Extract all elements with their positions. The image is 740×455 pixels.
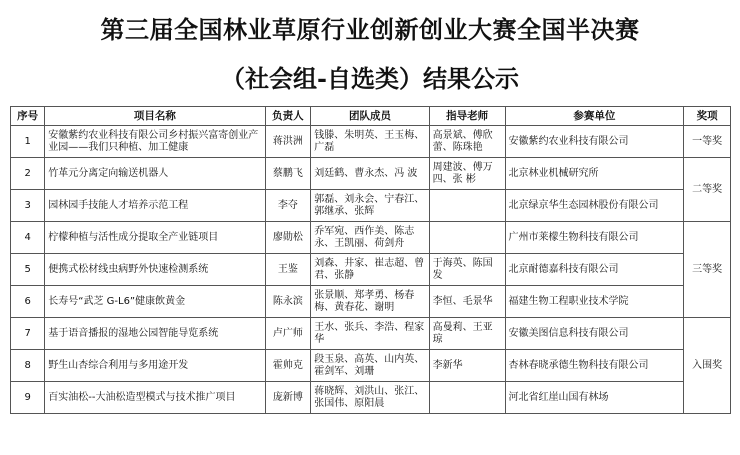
award-finalist: 入围奖 xyxy=(684,318,731,414)
row-leader: 霍帅克 xyxy=(265,350,311,382)
row-team: 王水、张兵、李浩、程家华 xyxy=(311,318,429,350)
row-advisor: 周建波、傅万四、张 彬 xyxy=(429,158,505,190)
row-index: 2 xyxy=(11,158,45,190)
header-advisor: 指导老师 xyxy=(429,107,505,126)
table-row xyxy=(11,190,731,222)
row-leader: 庞新博 xyxy=(265,382,311,414)
row-index: 8 xyxy=(11,350,45,382)
table-row xyxy=(11,222,731,254)
header-project: 项目名称 xyxy=(45,107,265,126)
header-team: 团队成员 xyxy=(311,107,429,126)
row-unit: 安徽美图信息科技有限公司 xyxy=(505,318,684,350)
row-project: 便携式松材线虫病野外快速检测系统 xyxy=(45,254,265,286)
row-leader: 陈永滨 xyxy=(265,286,311,318)
row-team: 钱滕、朱明英、王玉梅、广磊 xyxy=(311,126,429,158)
row-unit: 杏林春晓承德生物科技有限公司 xyxy=(505,350,684,382)
header-unit: 参赛单位 xyxy=(505,107,684,126)
table-row xyxy=(11,254,731,286)
row-index: 4 xyxy=(11,222,45,254)
row-index: 3 xyxy=(11,190,45,222)
results-table xyxy=(10,106,731,414)
table-row xyxy=(11,126,731,158)
row-project: 柠檬种植与活性成分提取全产业链项目 xyxy=(45,222,265,254)
row-team: 乔军宛、西作美、陈志永、王凯丽、荷剑舟 xyxy=(311,222,429,254)
table-row xyxy=(11,350,731,382)
row-project: 长寿号“武芝 G-L6”健康飲黄金 xyxy=(45,286,265,318)
page-subtitle: （社会组-自选类）结果公示 xyxy=(221,64,519,93)
header-index: 序号 xyxy=(11,107,45,126)
row-leader: 蔡鹏飞 xyxy=(265,158,311,190)
row-project: 野生山杏综合利用与多用途开发 xyxy=(45,350,265,382)
award-second: 二等奖 xyxy=(684,158,731,222)
row-advisor xyxy=(429,222,505,254)
row-team: 刘森、井家、崔志超、曾君、张静 xyxy=(311,254,429,286)
row-leader: 李夺 xyxy=(265,190,311,222)
row-unit: 福建生物工程职业技术学院 xyxy=(505,286,684,318)
row-leader: 廖勋松 xyxy=(265,222,311,254)
row-team: 蒋晓辉、刘洪山、张江、张国伟、原阳晨 xyxy=(311,382,429,414)
header-row xyxy=(11,107,731,126)
row-index: 7 xyxy=(11,318,45,350)
row-leader: 卢广师 xyxy=(265,318,311,350)
row-advisor: 李恒、毛景华 xyxy=(429,286,505,318)
table-row xyxy=(11,158,731,190)
row-project: 百实油松--大油松造型模式与技术推广项目 xyxy=(45,382,265,414)
row-team: 刘廷鹤、曹永杰、冯 波 xyxy=(311,158,429,190)
row-advisor: 李新华 xyxy=(429,350,505,382)
row-team: 郭磊、刘永会、宁春江、郭继承、张辉 xyxy=(311,190,429,222)
row-unit: 河北省红崖山国有林场 xyxy=(505,382,684,414)
row-leader: 王鉴 xyxy=(265,254,311,286)
row-advisor: 高曼莉、王亚琼 xyxy=(429,318,505,350)
row-project: 安徽紫约农业科技有限公司乡村振兴富寄创业产业园——我们只种植、加工健康 xyxy=(45,126,265,158)
header-leader: 负责人 xyxy=(265,107,311,126)
row-unit: 北京林业机械研究所 xyxy=(505,158,684,190)
award-first: 一等奖 xyxy=(684,126,731,158)
row-index: 9 xyxy=(11,382,45,414)
row-team: 段玉泉、高英、山内英、霍剑军、刘珊 xyxy=(311,350,429,382)
row-index: 1 xyxy=(11,126,45,158)
table-row xyxy=(11,318,731,350)
row-advisor xyxy=(429,190,505,222)
page-title: 第三届全国林业草原行业创新创业大赛全国半决赛 xyxy=(100,15,640,44)
row-unit: 安徽紫约农业科技有限公司 xyxy=(505,126,684,158)
row-index: 6 xyxy=(11,286,45,318)
row-project: 竹革元分离定向输送机器人 xyxy=(45,158,265,190)
header-award: 奖项 xyxy=(684,107,731,126)
row-team: 张景顺、郑孝勇、杨春梅、黄春花、谢明 xyxy=(311,286,429,318)
award-third: 三等奖 xyxy=(684,222,731,318)
row-unit: 广州市莱檬生物科技有限公司 xyxy=(505,222,684,254)
table-row xyxy=(11,286,731,318)
table-row xyxy=(11,382,731,414)
row-unit: 北京绿京华生态园林股份有限公司 xyxy=(505,190,684,222)
row-leader: 蒋洪洲 xyxy=(265,126,311,158)
row-index: 5 xyxy=(11,254,45,286)
row-advisor xyxy=(429,382,505,414)
row-advisor: 于海英、陈国发 xyxy=(429,254,505,286)
row-project: 园林园手技能人才培养示范工程 xyxy=(45,190,265,222)
row-project: 基于语音播报的湿地公园智能导览系统 xyxy=(45,318,265,350)
row-advisor: 高景斌、傅欣蕾、陈珠艳 xyxy=(429,126,505,158)
row-unit: 北京耐德嘉科技有限公司 xyxy=(505,254,684,286)
